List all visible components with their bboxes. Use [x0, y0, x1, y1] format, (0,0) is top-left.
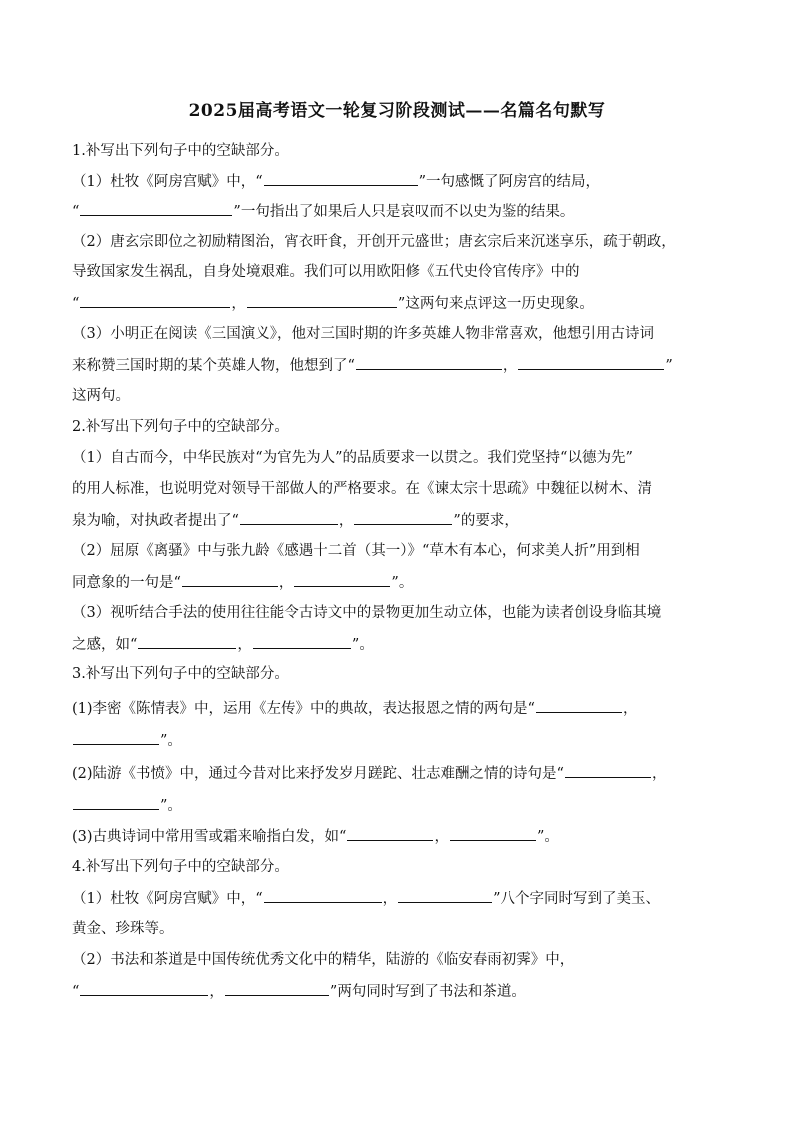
question-1-item-3-line-2	[72, 355, 742, 376]
question-1-heading	[72, 141, 742, 161]
question-2-item-1-line-2	[72, 479, 742, 499]
text-segment: (2)陆游《书愤》中，通过今昔对比来抒发岁月蹉跎、壮志难酬之情的诗句是“	[72, 766, 564, 782]
text-segment: ”一句感慨了阿房宫的结局，	[418, 174, 601, 190]
answer-blank[interactable]	[247, 293, 397, 308]
text-segment: “	[72, 984, 80, 1000]
answer-blank[interactable]	[240, 510, 338, 525]
question-3-item-1-line-1	[72, 698, 742, 719]
text-segment: （3）视听结合手法的使用往往能令古诗文中的景物更加生动立体，也能为读者创设身临其境	[72, 605, 662, 621]
question-2-item-1-line-1	[72, 448, 742, 468]
text-segment: ，	[502, 358, 518, 374]
text-segment: ”。	[351, 637, 374, 653]
text-segment: 之感，如“	[72, 637, 138, 653]
question-1-item-1-line-2	[72, 201, 742, 222]
text-segment: （2）唐玄宗即位之初励精图治，宵衣旰食，开创开元盛世；唐玄宗后来沉迷享乐，疏于朝政，	[72, 234, 676, 250]
text-segment: （2）书法和茶道是中国传统优秀文化中的精华，陆游的《临安春雨初霁》中，	[72, 952, 575, 968]
question-3-heading	[72, 664, 742, 684]
text-segment: ”	[665, 358, 673, 374]
answer-blank[interactable]	[264, 888, 382, 903]
text-segment: ”。	[160, 733, 182, 749]
answer-blank[interactable]	[518, 355, 664, 370]
answer-blank[interactable]	[354, 510, 452, 525]
text-segment: (3)古典诗词中常用雪或霜来喻指白发，如“	[72, 829, 347, 845]
answer-blank[interactable]	[80, 981, 208, 996]
question-3-item-1-line-2	[72, 730, 742, 751]
text-segment: 导致国家发生祸乱，自身处境艰难。我们可以用欧阳修《五代史伶官传序》中的	[72, 264, 580, 280]
answer-blank[interactable]	[138, 634, 236, 649]
answer-blank[interactable]	[450, 826, 536, 841]
text-segment: 4.补写出下列句子中的空缺部分。	[72, 859, 289, 875]
answer-blank[interactable]	[294, 572, 390, 587]
text-segment: 3.补写出下列句子中的空缺部分。	[72, 666, 289, 682]
text-segment: 同意象的一句是“	[72, 575, 181, 591]
answer-blank[interactable]	[347, 826, 433, 841]
answer-blank[interactable]	[253, 634, 351, 649]
text-segment: ，	[278, 575, 294, 591]
text-segment: ”八个字同时写到了美玉、	[493, 891, 661, 907]
text-segment: ”两句同时写到了书法和茶道。	[329, 984, 526, 1000]
answer-blank[interactable]	[73, 795, 159, 810]
question-1-item-2-line-1	[72, 232, 742, 252]
answer-blank[interactable]	[565, 763, 651, 778]
text-segment: “	[72, 296, 80, 312]
text-segment: ，	[237, 637, 252, 653]
question-2-item-3-line-1	[72, 603, 742, 623]
text-segment: “	[72, 204, 80, 220]
document-title: 2025届高考语文一轮复习阶段测试——名篇名句默写	[188, 101, 606, 121]
question-2-item-3-line-2	[72, 634, 742, 655]
text-segment: ，	[434, 829, 449, 845]
answer-blank[interactable]	[398, 888, 492, 903]
answer-blank[interactable]	[536, 698, 622, 713]
text-segment: ”的要求，	[453, 513, 519, 529]
question-3-item-2-line-2	[72, 795, 742, 816]
question-1-item-2-line-2	[72, 262, 742, 282]
question-4-item-1-line-2	[72, 919, 742, 939]
text-segment: ，	[651, 766, 667, 782]
text-segment: ，	[382, 891, 398, 907]
question-3-item-3-line-1	[72, 826, 742, 847]
text-segment: 这两句。	[72, 388, 130, 404]
question-2-item-2-line-2	[72, 572, 742, 593]
text-segment: （1）自古而今，中华民族对“为官先为人”的品质要求一以贯之。我们党坚持“以德为先”	[72, 450, 633, 466]
text-segment: ，	[338, 513, 354, 529]
text-segment: （1）杜牧《阿房宫赋》中，“	[72, 174, 263, 190]
text-segment: ”一句指出了如果后人只是哀叹而不以史为鉴的结果。	[233, 204, 575, 220]
question-3-item-2-line-1	[72, 763, 742, 784]
text-segment: （3）小明正在阅读《三国演义》，他对三国时期的许多英雄人物非常喜欢，他想引用古诗词	[72, 326, 654, 342]
answer-blank[interactable]	[264, 171, 418, 186]
text-segment: 的用人标准，也说明党对领导干部做人的严格要求。在《谏太宗十思疏》中魏征以树木、清	[72, 481, 652, 497]
question-4-item-2-line-2	[72, 981, 742, 1002]
text-segment: ，	[622, 701, 638, 717]
answer-blank[interactable]	[182, 572, 278, 587]
text-segment: （2）屈原《离骚》中与张九龄《感遇十二首（其一）》“草木有本心，何求美人折”用到相	[72, 543, 640, 559]
question-1-item-3-line-1	[72, 324, 742, 344]
question-4-heading	[72, 857, 742, 877]
text-segment: ”这两句来点评这一历史现象。	[397, 296, 594, 312]
text-segment: 2.补写出下列句子中的空缺部分。	[72, 419, 289, 435]
answer-blank[interactable]	[225, 981, 329, 996]
text-segment: 1.补写出下列句子中的空缺部分。	[72, 143, 289, 159]
question-1-item-2-line-3	[72, 293, 742, 314]
question-2-item-1-line-3	[72, 510, 742, 531]
text-segment: ”。	[160, 798, 182, 814]
question-1-item-3-line-3	[72, 386, 742, 406]
question-4-item-2-line-1	[72, 950, 742, 970]
question-4-item-1-line-1	[72, 888, 742, 909]
text-segment: ，	[209, 984, 224, 1000]
text-segment: 来称赞三国时期的某个英雄人物，他想到了“	[72, 358, 355, 374]
text-segment: （1）杜牧《阿房宫赋》中，“	[72, 891, 263, 907]
text-segment: ”。	[391, 575, 414, 591]
answer-blank[interactable]	[80, 201, 232, 216]
text-segment: ，	[231, 296, 246, 312]
answer-blank[interactable]	[80, 293, 230, 308]
text-segment: ”。	[536, 829, 559, 845]
text-segment: (1)李密《陈情表》中，运用《左传》中的典故，表达报恩之情的两句是“	[72, 701, 535, 717]
question-2-item-2-line-1	[72, 541, 742, 561]
answer-blank[interactable]	[356, 355, 502, 370]
text-segment: 泉为喻，对执政者提出了“	[72, 513, 239, 529]
text-segment: 黄金、珍珠等。	[72, 921, 174, 937]
question-1-item-1-line-1	[72, 171, 742, 192]
answer-blank[interactable]	[73, 730, 159, 745]
question-2-heading	[72, 417, 742, 437]
